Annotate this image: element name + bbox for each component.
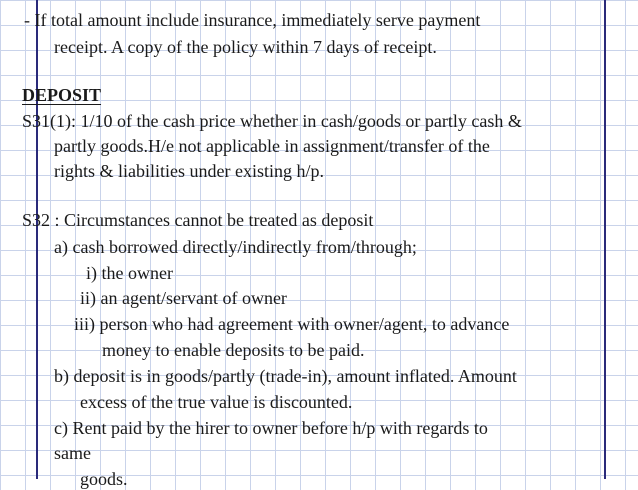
text-line: c) Rent paid by the hirer to owner before h/p with regards to bbox=[54, 418, 488, 438]
text-line: i) the owner bbox=[86, 263, 173, 283]
text-line: S32 : Circumstances cannot be treated as deposit bbox=[22, 210, 374, 230]
text-line: b) deposit is in goods/partly (trade-in), amount inflated. Amount bbox=[54, 366, 517, 386]
text-line: excess of the true value is discounted. bbox=[80, 392, 353, 412]
text-line: receipt. A copy of the policy within 7 days of receipt. bbox=[54, 37, 437, 57]
section-heading: DEPOSIT bbox=[22, 85, 102, 105]
text-line: same bbox=[54, 443, 91, 463]
text-line: - If total amount include insurance, immediately serve payment bbox=[24, 10, 481, 30]
text-line: a) cash borrowed directly/indirectly from/through; bbox=[54, 237, 417, 257]
text-line: goods. bbox=[80, 469, 128, 489]
text-line: ii) an agent/servant of owner bbox=[80, 288, 287, 308]
text-line: iii) person who had agreement with owner/agent, to advance bbox=[74, 314, 510, 334]
text-line: money to enable deposits to be paid. bbox=[102, 340, 365, 360]
text-line: S31(1): 1/10 of the cash price whether in cash/goods or partly cash & bbox=[22, 111, 522, 131]
text-line: partly goods.H/e not applicable in assignment/transfer of the bbox=[54, 136, 490, 156]
text-line: rights & liabilities under existing h/p. bbox=[54, 161, 324, 181]
